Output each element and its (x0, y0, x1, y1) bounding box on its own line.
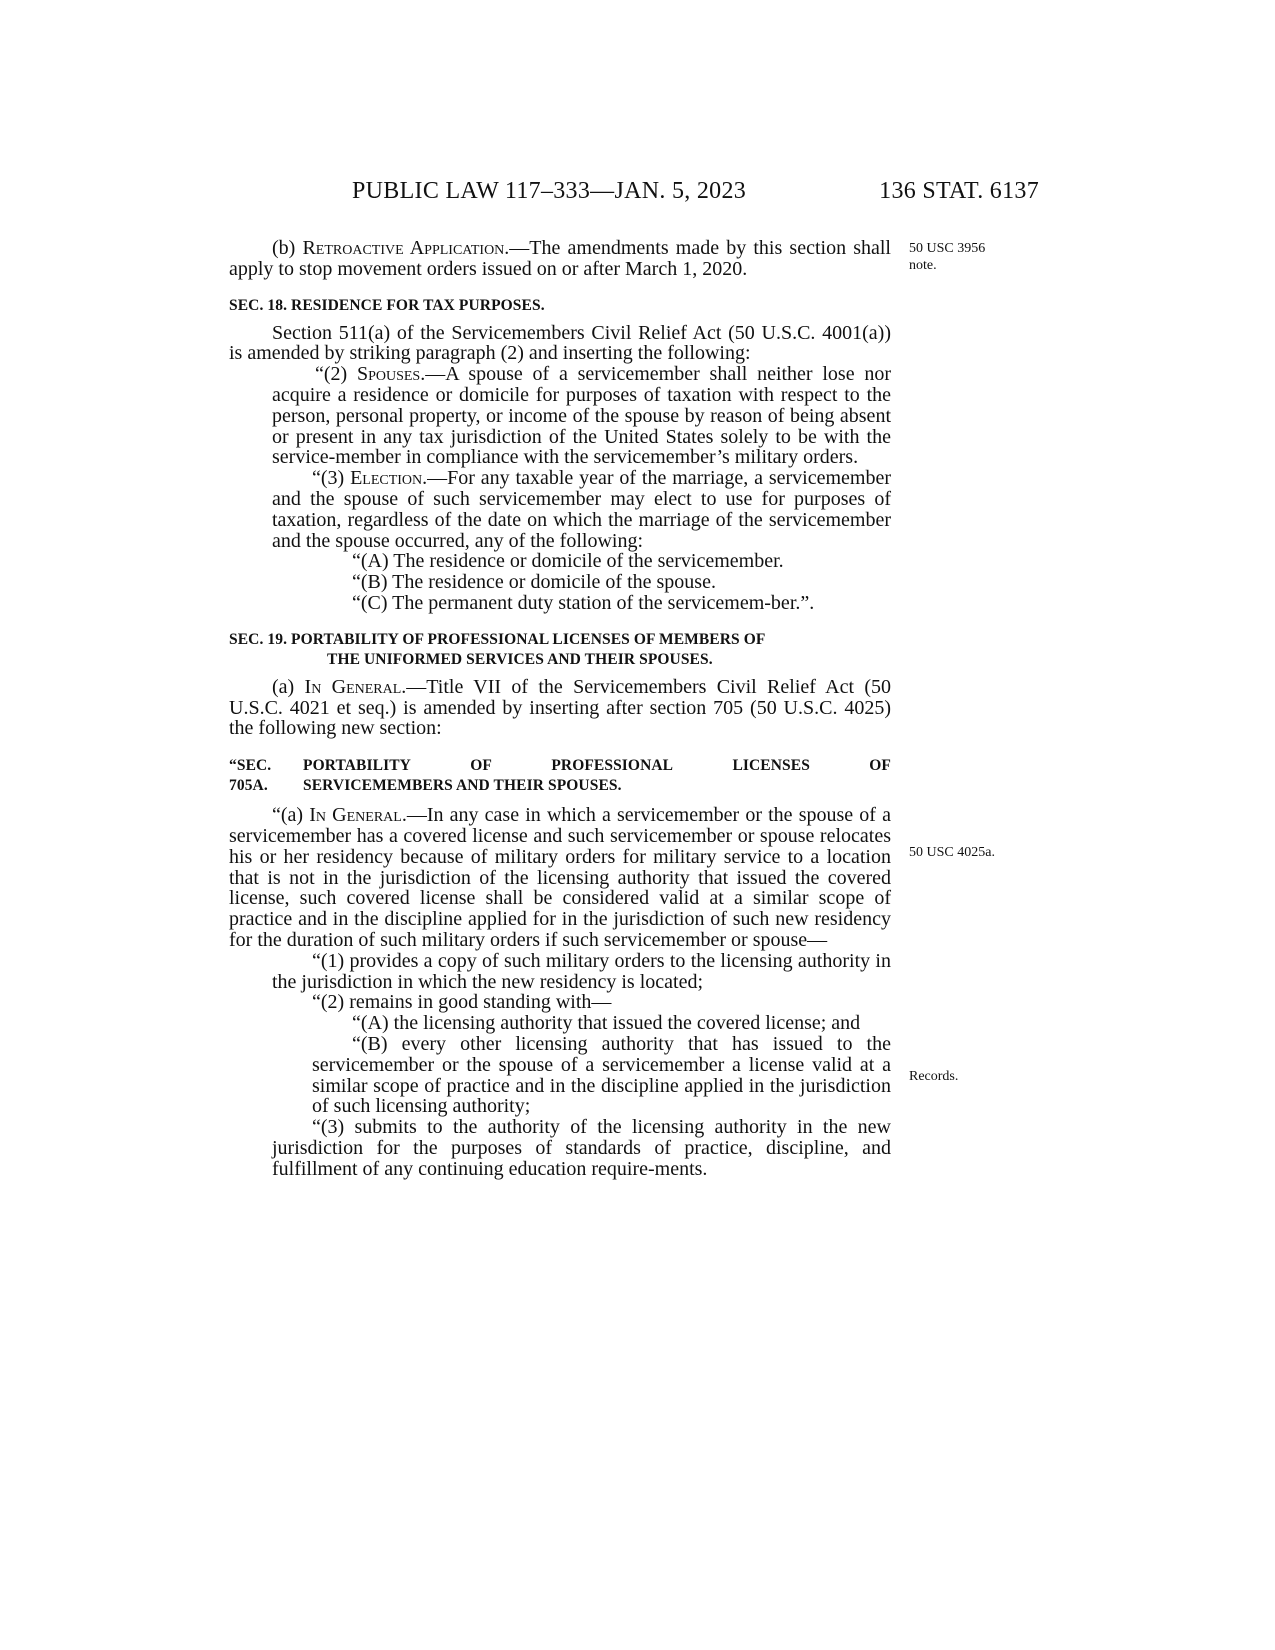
heading-word: PROFESSIONAL (551, 757, 674, 775)
paragraph-text: .—For any taxable year of the marriage, a servicemember and the spouse of such servicemember may elect to use for purposes of taxation, regardless of the date on which the marriage of the servicemember and the spouse occurred, any of the following: (272, 467, 892, 552)
margin-note-line: 50 USC 3956 (909, 241, 986, 256)
subsection-heading: In General (309, 804, 402, 827)
heading-word: OF (869, 757, 891, 775)
margin-note-records: Records. (909, 1069, 959, 1084)
paragraph-heading: Election (350, 467, 423, 490)
subsection-text: .—The amendments made by this section shall apply to stop movement orders issued on or after March 1, 2020. (229, 237, 891, 280)
label: “(a) (272, 804, 310, 827)
section-18-intro: Section 511(a) of the Servicemembers Civil Relief Act (50 U.S.C. 4001(a)) is amended by striking paragraph (2) and inserting the following: (229, 321, 891, 365)
margin-note-usc-3956 (909, 240, 985, 274)
margin-note-usc-4025a: 50 USC 4025a. (909, 845, 995, 860)
subparagraph-a2A: “(A) the licensing authority that issued the covered license; and (352, 1012, 861, 1035)
label: “(3) (312, 467, 351, 490)
subparagraph-a2B: “(B) every other licensing authority that has issued to the servicemember or the spouse of a servicemember a license valid at a similar scope of practice and in the discipline applied in the jurisdiction of such licensing authority; (312, 1032, 891, 1118)
label: (b) (272, 237, 303, 259)
section-705a-heading (229, 756, 891, 796)
margin-note-line: note. (909, 258, 937, 273)
heading-word: OF (470, 757, 492, 775)
heading-label: “SEC. 705A. (229, 757, 272, 795)
paragraph-heading: Spouses (356, 363, 421, 386)
label: (a) (272, 675, 305, 698)
paragraph-a1: “(1) provides a copy of such military orders to the licensing authority in the jurisdiction in which the new residency is located; (272, 949, 891, 993)
label: “(2) (315, 363, 357, 386)
subsection-heading: Retroactive Application (302, 237, 505, 259)
section-18-heading: SEC. 18. RESIDENCE FOR TAX PURPOSES. (229, 296, 545, 314)
subparagraph-3C: “(C) The permanent duty station of the servicemem-ber.”. (352, 591, 815, 614)
running-header-title: PUBLIC LAW 117–333—JAN. 5, 2023 (352, 178, 747, 204)
page-number: 136 STAT. 6137 (879, 178, 1039, 204)
heading-line (303, 756, 891, 776)
subsection-text: .—Title VII of the Servicemembers Civil Relief Act (50 U.S.C. 4021 et seq.) is amended by inserting after section 705 (50 U.S.C. 4025) the following new section: (229, 675, 891, 740)
paragraph-text: .—A spouse of a servicemember shall neither lose nor acquire a residence or domicile for purposes of taxation with respect to the person, personal property, or income of the spouse by reason of being absent or present in any tax jurisdiction of the United States solely to be with the service-member in compliance with the servicemember’s military orders. (272, 363, 892, 469)
heading-text (303, 756, 891, 796)
subparagraph-3B: “(B) The residence or domicile of the spouse. (352, 571, 716, 594)
heading-line: THE UNIFORMED SERVICES AND THEIR SPOUSES. (327, 650, 713, 668)
paragraph-2 (229, 364, 891, 468)
subsection-text: .—In any case in which a servicemember or the spouse of a servicemember has a covered license and such servicemember or spouse relocates his or her residency because of military orders for military service to a location that is not in the jurisdiction of the licensing authority that issued the covered license, such covered license shall be considered valid at a similar scope of practice and in the discipline applied for in the jurisdiction of such new residency for the duration of such military orders if such servicemember or spouse— (229, 804, 892, 951)
paragraph-a3: “(3) submits to the authority of the licensing authority in the new jurisdiction for the purposes of standards of practice, discipline, and fulfillment of any continuing education require-ments. (272, 1116, 891, 1180)
paragraph-3 (229, 468, 891, 551)
section-19-subsection-a (229, 677, 891, 739)
subparagraph-3A: “(A) The residence or domicile of the servicemember. (352, 550, 784, 573)
heading-line: SEC. 19. PORTABILITY OF PROFESSIONAL LICENSES OF MEMBERS OF (229, 630, 766, 648)
section-19-heading (229, 630, 891, 670)
paragraph-a2: “(2) remains in good standing with— (312, 991, 612, 1014)
subsection-b (229, 238, 891, 280)
heading-line: SERVICEMEMBERS AND THEIR SPOUSES. (303, 777, 622, 795)
heading-word: LICENSES (732, 757, 810, 775)
new-section-subsection-a (229, 805, 891, 951)
subsection-heading: In General (304, 675, 402, 698)
heading-word: PORTABILITY (303, 757, 411, 775)
document-body (229, 238, 891, 1179)
